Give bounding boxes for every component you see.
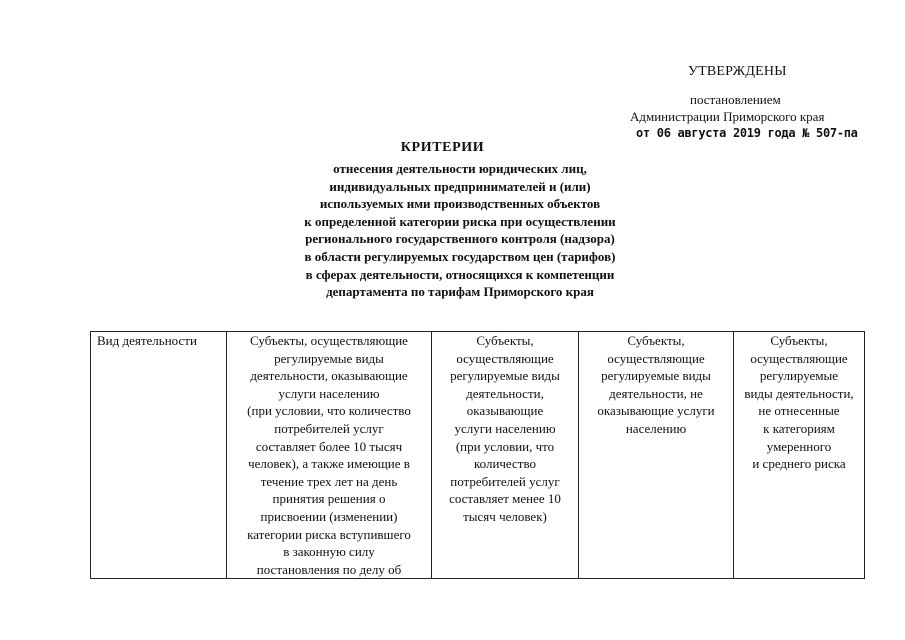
table-cell-line: виды деятельности, — [744, 385, 854, 401]
table-cell-line: осуществляющие — [607, 350, 705, 366]
approval-heading: УТВЕРЖДЕНЫ — [688, 64, 787, 79]
table-cell-line: услуги населению — [454, 420, 556, 436]
document-subtitle — [250, 160, 670, 301]
table-cell-line: Вид деятельности — [97, 333, 197, 348]
table-cell-line: присвоении (изменении) — [260, 508, 398, 524]
table-cell-high-risk-subjects — [227, 332, 432, 579]
table-cell-significant-risk-subjects — [432, 332, 579, 579]
subtitle-line: регионального государственного контроля (надзора) — [305, 231, 615, 247]
table-cell-line: оказывающие — [466, 403, 544, 419]
table-cell-line: оказывающие услуги — [597, 403, 715, 419]
subtitle-line: к определенной категории риска при осуществлении — [304, 213, 616, 229]
table-cell-line: принятия решения о — [272, 491, 386, 507]
subtitle-line: индивидуальных предпринимателей и (или) — [329, 178, 591, 194]
table-cell-line: Субъекты, — [476, 333, 534, 348]
table-cell-line: человек), а также имеющие в — [248, 456, 410, 472]
table-cell-line: составляет менее 10 — [449, 491, 561, 507]
table-cell-line: регулируемые виды — [274, 350, 384, 366]
table-cell-line: к категориям — [763, 420, 835, 436]
table-cell-line: потребителей услуг — [450, 473, 560, 489]
table-cell-low-risk-subjects — [734, 332, 865, 579]
approval-line-administration: Администрации Приморского края — [630, 109, 825, 124]
table-cell-line: количество — [473, 456, 537, 472]
table-cell-line: регулируемые виды — [450, 368, 560, 384]
table-cell-line: не отнесенные — [758, 403, 840, 419]
subtitle-line: используемых ими производственных объектов — [319, 196, 601, 212]
table-cell-line: регулируемые виды — [601, 368, 711, 384]
table-cell-activity-type — [91, 332, 227, 579]
table-cell-line: Субъекты, осуществляющие — [250, 333, 408, 348]
subtitle-line: в сферах деятельности, относящихся к компетенции — [305, 266, 615, 282]
table-cell-line: течение трех лет на день — [260, 473, 398, 489]
table-cell-line: населению — [625, 420, 687, 436]
document-title: КРИТЕРИИ — [400, 140, 485, 155]
table-cell-line: (при условии, что количество — [247, 403, 411, 419]
table-cell-line: деятельности, оказывающие — [250, 368, 408, 384]
table-cell-line: постановления по делу об — [256, 561, 402, 577]
table-cell-medium-risk-subjects — [579, 332, 734, 579]
table-cell-line: составляет более 10 тысяч — [255, 438, 403, 454]
table-cell-line: умеренного — [766, 438, 832, 454]
approval-line-resolution: постановлением — [690, 92, 781, 107]
table-cell-line: деятельности, — [466, 385, 544, 401]
table-cell-line: Субъекты, — [627, 333, 685, 348]
table-cell-line: (при условии, что — [455, 438, 555, 454]
subtitle-line: департамента по тарифам Приморского края — [326, 284, 594, 300]
table-cell-line: тысяч человек) — [463, 508, 547, 524]
table-cell-line: регулируемые — [759, 368, 839, 384]
table-cell-line: и среднего риска — [752, 456, 846, 472]
subtitle-line: в области регулируемых государством цен (тарифов) — [304, 248, 616, 264]
criteria-table — [90, 331, 865, 579]
subtitle-line: отнесения деятельности юридических лиц, — [333, 161, 587, 176]
table-cell-line: деятельности, не — [609, 385, 703, 401]
table-row — [91, 332, 865, 579]
table-cell-line: категории риска вступившего — [247, 526, 411, 542]
table-cell-line: в законную силу — [283, 544, 375, 560]
approval-line-date-number: от 06 августа 2019 года № 507-па — [636, 126, 858, 140]
table-cell-line: Субъекты, — [770, 333, 828, 348]
table-cell-line: осуществляющие — [456, 350, 554, 366]
table-cell-line: услуги населению — [278, 385, 380, 401]
table-cell-line: осуществляющие — [750, 350, 848, 366]
table-cell-line: потребителей услуг — [274, 420, 384, 436]
